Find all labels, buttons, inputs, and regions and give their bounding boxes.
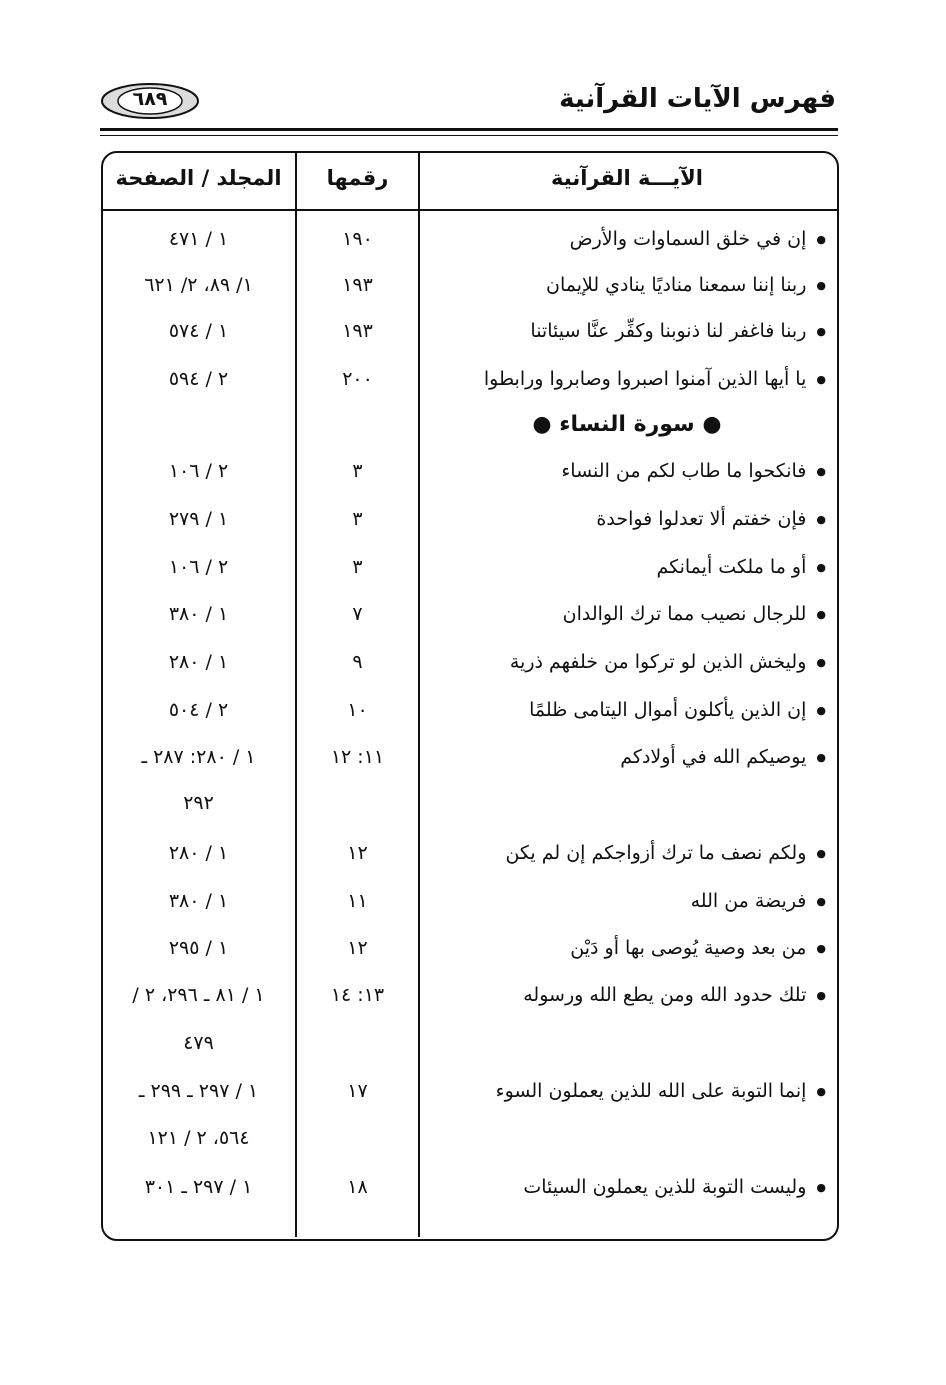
ayah-text: ● تلك حدود الله ومن يطع الله ورسوله [523,984,826,1006]
volume-page-ref: ٢ / ١٠٦ [168,460,229,482]
column-header-number: رقمها [326,166,389,190]
ayah-number: ١٢ [347,937,368,959]
volume-page-ref-continuation: ٤٧٩ [183,1032,214,1054]
ayah-number: ١٢ [347,842,368,864]
ayah-text: ● إن في خلق السماوات والأرض [570,228,826,250]
volume-page-ref: ٢ / ١٠٦ [168,556,229,578]
volume-page-ref: ١ / ٣٨٠ [168,890,229,912]
ayah-text: ● للرجال نصيب مما ترك الوالدان [563,603,826,625]
header-rule-thin [100,135,838,136]
ayah-number: ٣ [352,556,363,578]
index-table [101,151,839,1241]
ayah-text: ● فانكحوا ما طاب لكم من النساء [561,460,826,482]
ayah-number: ١٨ [347,1176,368,1198]
column-divider [418,153,420,1237]
ayah-number: ١٠ [347,699,368,721]
volume-page-ref: ١ / ٢٧٩ [168,508,229,530]
table-header-divider [101,209,839,211]
ayah-text: ● ربنا فاغفر لنا ذنوبنا وكفِّر عنَّا سيئاتنا [530,320,826,342]
volume-page-ref-continuation: ٥٦٤، ٢ / ١٢١ [147,1127,250,1149]
ayah-text: ● وليست التوبة للذين يعملون السيئات [523,1176,826,1198]
ayah-text: ● من بعد وصية يُوصى بها أو دَيْن [570,937,826,959]
volume-page-ref: ١/ ٨٩، ٢/ ٦٢١ [144,274,253,296]
page-number: ٦٨٩ [132,88,168,110]
volume-page-ref: ١ / ٢٩٧ ـ ٣٠١ [144,1176,253,1198]
page-number-badge [100,82,200,120]
ayah-number: ١٩٣ [342,320,373,342]
ayah-number: ١٧ [347,1080,368,1102]
volume-page-ref-continuation: ٢٩٢ [183,792,214,814]
column-divider [295,153,297,1237]
ayah-number: ١٩٣ [342,274,373,296]
page-title: فهرس الآيات القرآنية [559,84,836,114]
ayah-number: ١١: ١٢ [330,746,385,768]
volume-page-ref: ١ / ٢٨٠ [168,651,229,673]
volume-page-ref: ١ / ٢٨٠: ٢٨٧ ـ [141,746,256,768]
ayah-text: ● فإن خفتم ألا تعدلوا فواحدة [596,508,826,530]
ayah-number: ١١ [347,890,368,912]
column-header-ayah: الآيـــة القرآنية [551,166,703,190]
page-header [100,78,838,130]
ayah-text: ● يا أيها الذين آمنوا اصبروا وصابروا ورابطوا [484,368,826,390]
ayah-number: ٧ [352,603,363,625]
volume-page-ref: ١ / ٨١ ـ ٢٩٦، ٢ / [132,984,265,1006]
ayah-text: ● وليخش الذين لو تركوا من خلفهم ذرية [510,651,826,673]
surah-heading: ● سورة النساء ● [532,412,722,437]
volume-page-ref: ٢ / ٥٠٤ [168,699,229,721]
volume-page-ref: ٢ / ٥٩٤ [168,368,229,390]
ayah-number: ١٣: ١٤ [330,984,385,1006]
header-rule-thick [100,128,838,131]
volume-page-ref: ١ / ٢٩٥ [168,937,229,959]
ayah-text: ● يوصيكم الله في أولادكم [620,746,826,768]
column-header-volume-page: المجلد / الصفحة [115,166,282,190]
volume-page-ref: ١ / ٣٨٠ [168,603,229,625]
ayah-text: ● ربنا إننا سمعنا مناديًا ينادي للإيمان [546,274,826,296]
volume-page-ref: ١ / ٢٩٧ ـ ٢٩٩ ـ [138,1080,259,1102]
ayah-number: ٣ [352,460,363,482]
ayah-text: ● إنما التوبة على الله للذين يعملون السوء [496,1080,826,1102]
ayah-number: ٢٠٠ [342,368,373,390]
volume-page-ref: ١ / ٢٨٠ [168,842,229,864]
ayah-text: ● إن الذين يأكلون أموال اليتامى ظلمًا [529,699,826,721]
ayah-text: ● فريضة من الله [691,890,826,912]
volume-page-ref: ١ / ٤٧١ [168,228,229,250]
volume-page-ref: ١ / ٥٧٤ [168,320,229,342]
ayah-number: ٩ [352,651,363,673]
ayah-number: ١٩٠ [342,228,373,250]
ayah-text: ● ولكم نصف ما ترك أزواجكم إن لم يكن [505,842,826,864]
ayah-number: ٣ [352,508,363,530]
ayah-text: ● أو ما ملكت أيمانكم [656,556,826,578]
